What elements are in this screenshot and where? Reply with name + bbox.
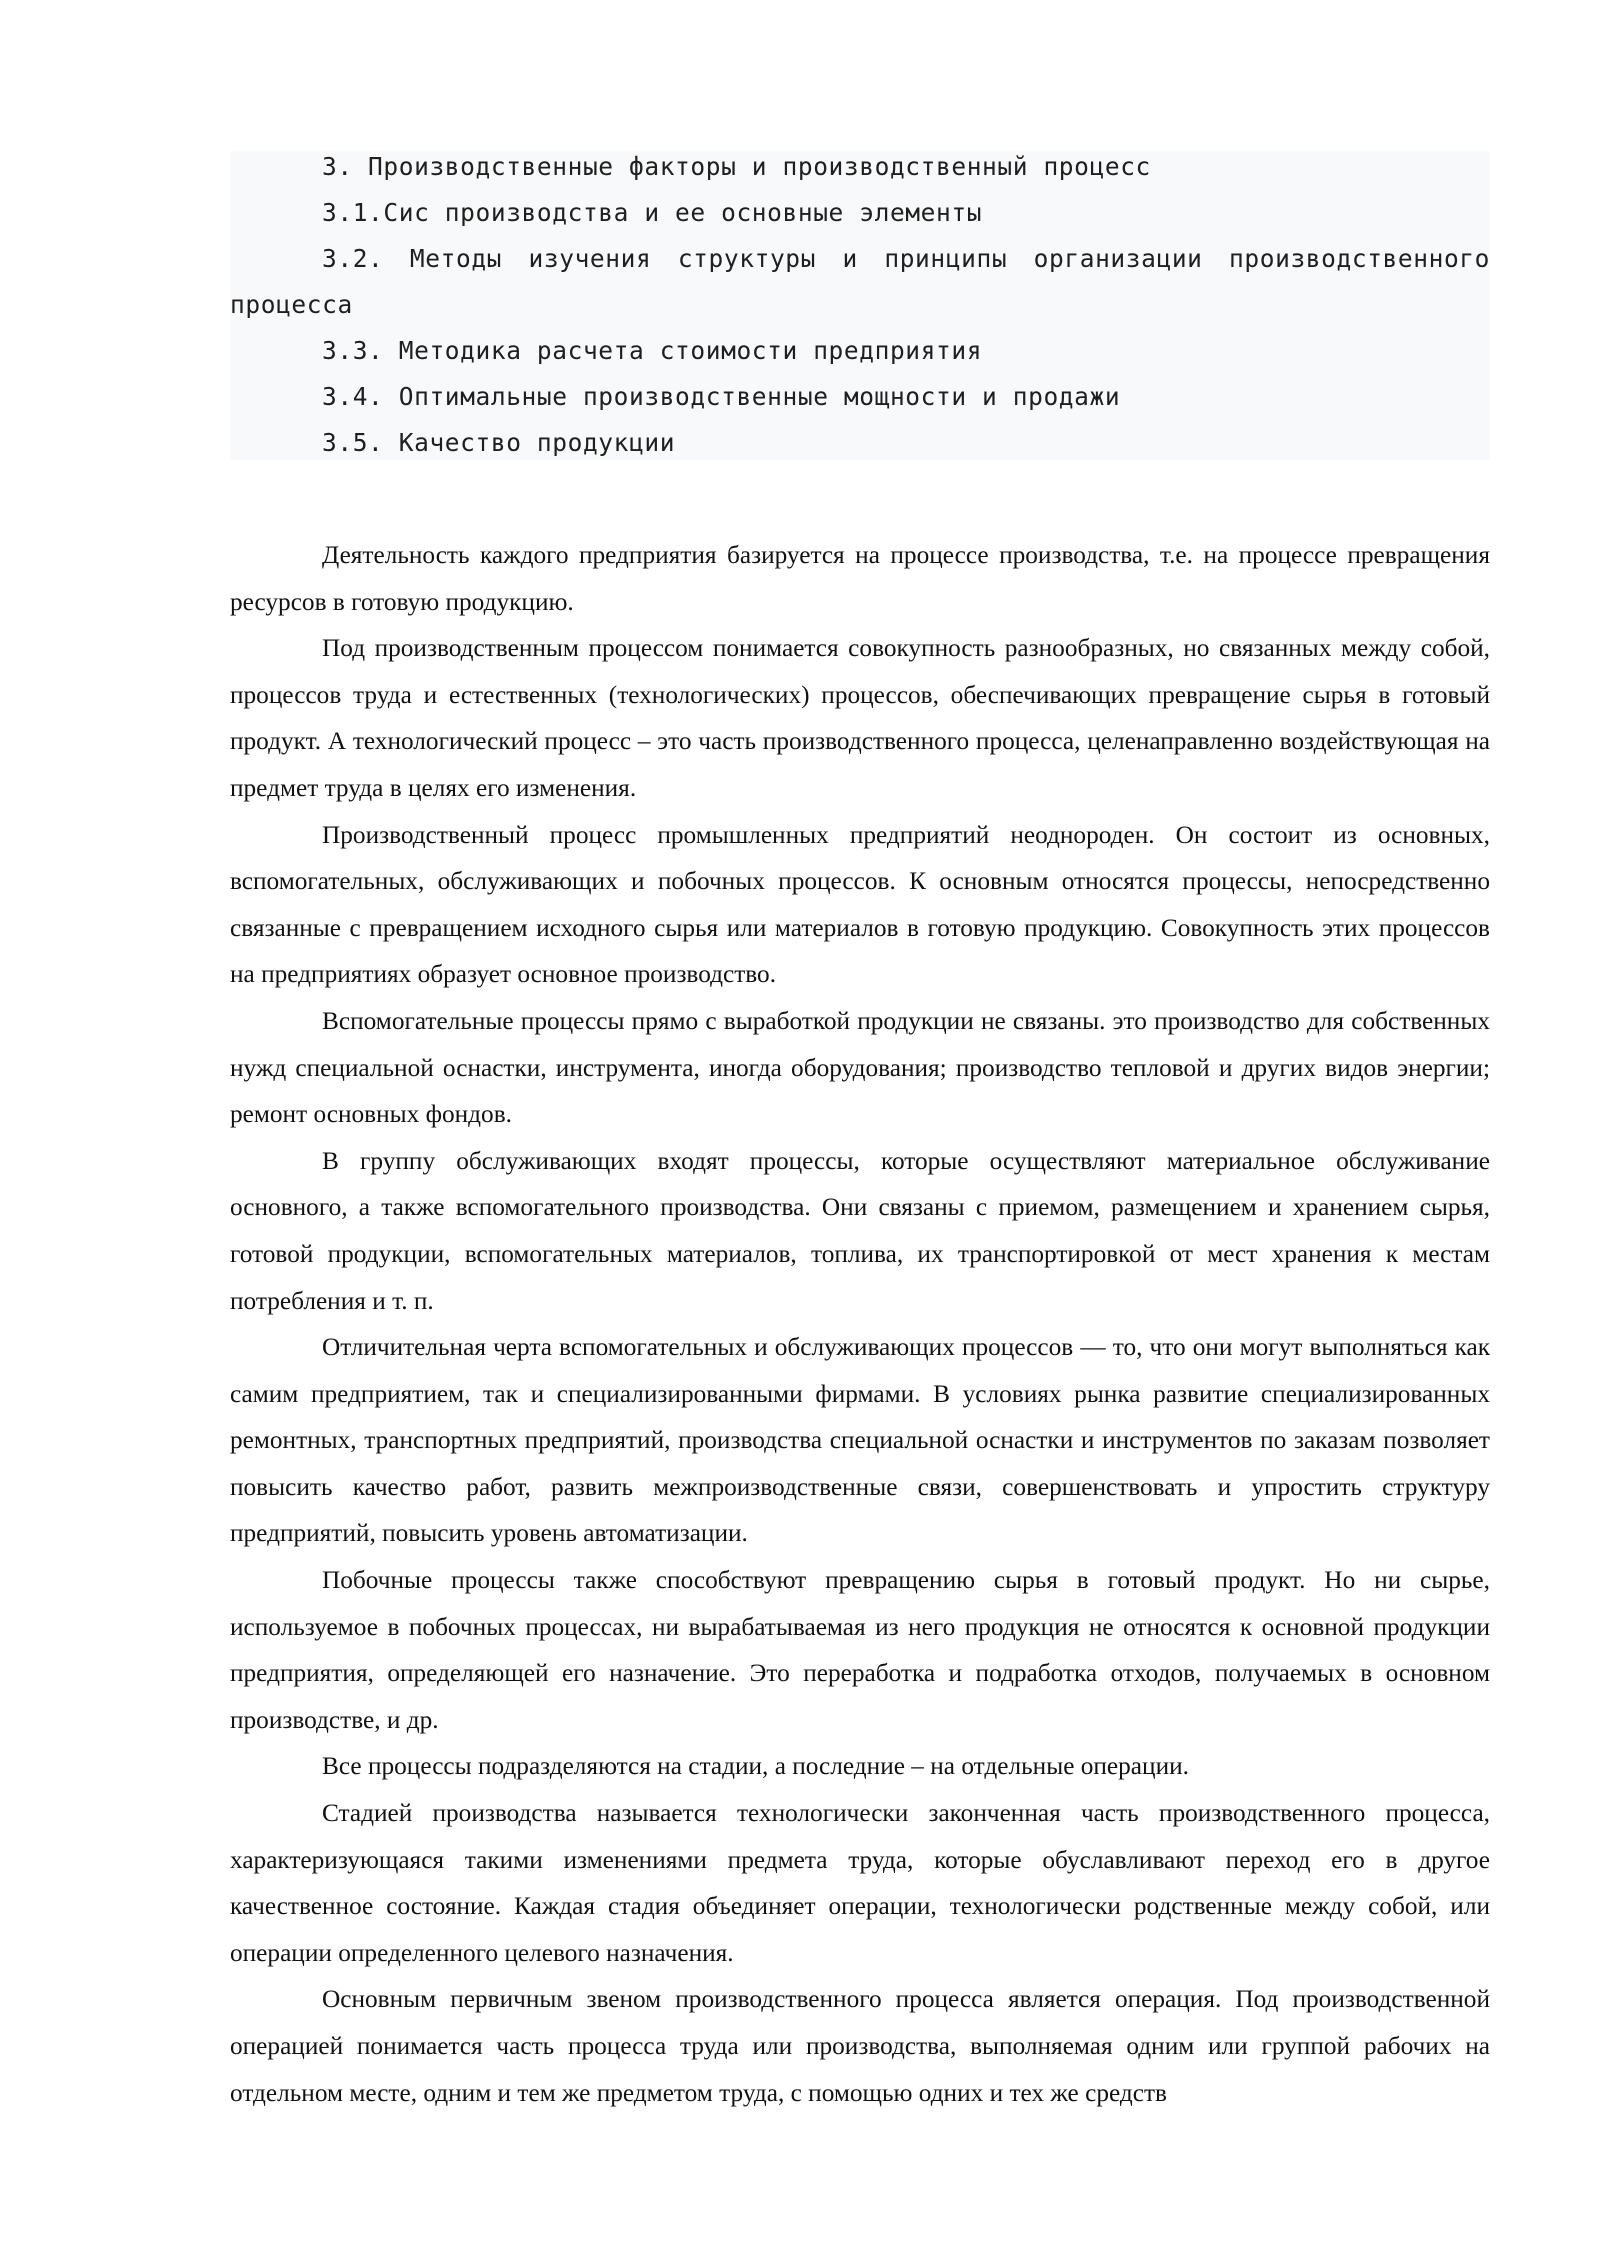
paragraph: Все процессы подразделяются на стадии, а последние – на отдельные операции. xyxy=(322,1752,1189,1781)
toc-line-3-5: 3.5. Качество продукции xyxy=(322,428,676,457)
paragraph: Производственный процесс промышленных предприятий неоднороден. Он состоит из основных, вспомогательных, обслуживающих и побочных процессов. К основным относятся процессы, непосредственно связанные с превращением исходного сырья или материалов в готовую продукцию. Совокупность этих процессов на предприятиях образует основное производство. xyxy=(230,820,1490,989)
paragraph: Под производственным процессом понимается совокупность разнообразных, но связанных между собой, процессов труда и естественных (технологических) процессов, обеспечивающих превращение сырья в готовый продукт. А технологический процесс – это часть производственного процесса, целенаправленно воздействующая на предмет труда в целях его изменения. xyxy=(230,634,1490,802)
toc-line-3-2: 3.2. Методы изучения структуры и принципы организации производственного xyxy=(322,244,1490,273)
toc-line-3-4: 3.4. Оптимальные производственные мощности и продажи xyxy=(322,382,1121,411)
paragraph: Побочные процессы также способствуют превращению сырья в готовый продукт. Но ни сырье, используемое в побочных процессах, ни вырабатываемая из него продукция не относятся к основной продукции предприятия, определяющей его назначение. Это переработка и подработка отходов, получаемых в основном производстве, и др. xyxy=(230,1566,1490,1734)
toc-line-3: 3. Производственные факторы и производственный процесс xyxy=(322,152,1151,181)
toc-line-3-1: 3.1.Сис производства и ее основные элементы xyxy=(322,198,983,227)
paragraph: Деятельность каждого предприятия базируется на процессе производства, т.е. на процессе превращения ресурсов в готовую продукцию. xyxy=(230,541,1490,616)
paragraph: В группу обслуживающих входят процессы, которые осуществляют материальное обслуживание основного, а также вспомогательного производства. Они связаны с приемом, размещением и хранением сырья, готовой продукции, вспомогательных материалов, топлива, их транспортировкой от мест хранения к местам потребления и т. п. xyxy=(230,1146,1490,1315)
paragraph: Стадией производства называется технологически законченная часть производственного процесса, характеризующаяся такими изменениями предмета труда, которые обуславливают переход его в другое качественное состояние. Каждая стадия объединяет операции, технологически родственные между собой, или операции определенного целевого назначения. xyxy=(230,1799,1490,1967)
paragraph: Вспомогательные процессы прямо с выработкой продукции не связаны. это производство для собственных нужд специальной оснастки, инструмента, иногда оборудования; производство тепловой и других видов энергии; ремонт основных фондов. xyxy=(230,1006,1490,1129)
paragraph: Отличительная черта вспомогательных и обслуживающих процессов — то, что они могут выполняться как самим предприятием, так и специализированными фирмами. В условиях рынка развитие специализированных ремонтных, транспортных предприятий, производства специальной оснастки и инструментов по заказам позволяет повысить качество работ, развить межпроизводственные связи, совершенствовать и упростить структуру предприятий, повысить уровень автоматизации. xyxy=(230,1333,1490,1548)
document-body xyxy=(230,532,1490,2116)
toc-line-3-2-continued: процесса xyxy=(230,290,353,319)
toc-line-3-3: 3.3. Методика расчета стоимости предприятия xyxy=(322,336,983,365)
paragraph: Основным первичным звеном производственного процесса является операция. Под производственной операцией понимается часть процесса труда или производства, выполняемая одним или группой рабочих на отдельном месте, одним и тем же предметом труда, с помощью одних и тех же средств xyxy=(230,1985,1490,2107)
